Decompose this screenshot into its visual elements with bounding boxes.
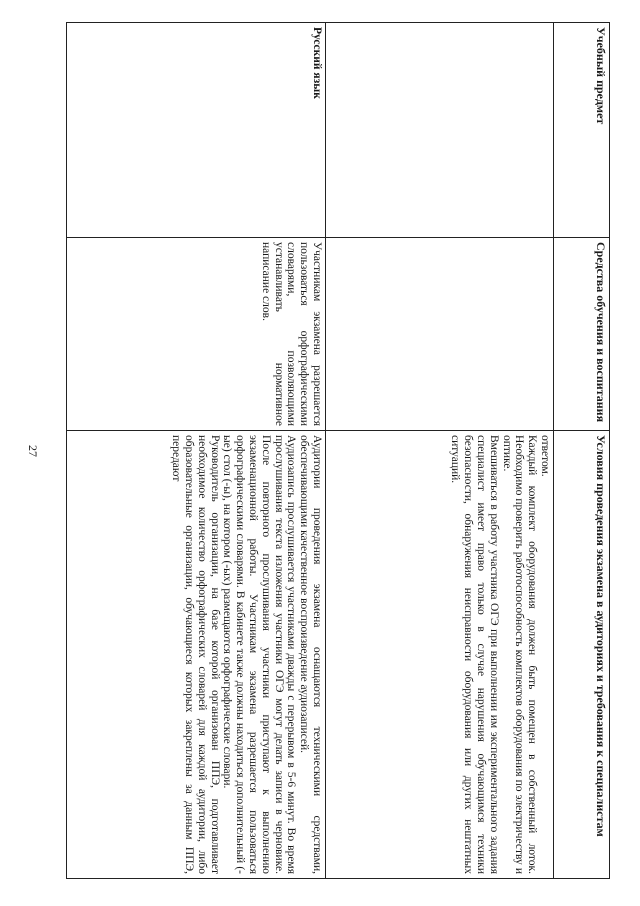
continued-paragraph-2: Каждый комплект оборудования должен быть помещен в собственный лоток. Необходимо проверить работоспособность комплектов оборудования по электричеству и оптике. xyxy=(500,435,539,874)
conditions-russian-cell xyxy=(67,431,326,879)
russian-paragraph-2: Аудиозапись прослушивается участниками дважды с перерывом в 5-6 минут. Во время прослушивания текста изложения участники ОГЭ могут делать записи в черновике. После повторного прослушивания участники приступают к выполнению экзаменационной работы. Участникам экзамена разрешается пользоваться орфографическими словарями. В кабинете также должны находиться дополнительный (-ые) стол (-ы), на котором (-ых) размещаются орфографические словари. xyxy=(221,435,298,874)
russian-paragraph-3: Руководитель организации, на базе которой организован ППЭ, подготавливает необходимое количество орфографических словарей для каждой аудитории, либо образовательные организации, обучающиеся которых закреплены за данным ППЭ, передают xyxy=(170,435,221,874)
russian-paragraph-1: Аудитории проведения экзамена оснащаются техническими средствами, обеспечивающими качественное воспроизведение аудиозаписей. xyxy=(298,435,323,874)
table-row-russian xyxy=(67,23,326,879)
continued-paragraph-3: Вмешиваться в работу участника ОГЭ при выполнении им экспериментального задания специалист имеет право только в случае нарушения обучающимся техники безопасности, обнаружения неисправности оборудования или других нештатных ситуаций. xyxy=(449,435,500,874)
rotated-page-content xyxy=(66,22,610,878)
continued-paragraph-1: ответом. xyxy=(539,435,551,477)
continued-tools-cell xyxy=(326,238,554,431)
subject-russian: Русский язык xyxy=(67,23,326,238)
table-header-row xyxy=(554,23,610,879)
table-row-continued xyxy=(326,23,554,879)
header-conditions: Условия проведения экзамена в аудиториях и требования к специалистам xyxy=(554,431,610,879)
conditions-table xyxy=(66,22,610,879)
tools-russian: Участникам экзамена разрешается пользоваться орфографическими словарями, позволяющими устанавливать нормативное написание слов. xyxy=(67,238,326,431)
header-tools: Средства обучения и воспитания xyxy=(554,238,610,431)
continued-subject-cell xyxy=(326,23,554,238)
continued-conditions-cell xyxy=(326,431,554,879)
page-number: 27 xyxy=(26,445,40,457)
header-subject: Учебный предмет xyxy=(554,23,610,238)
